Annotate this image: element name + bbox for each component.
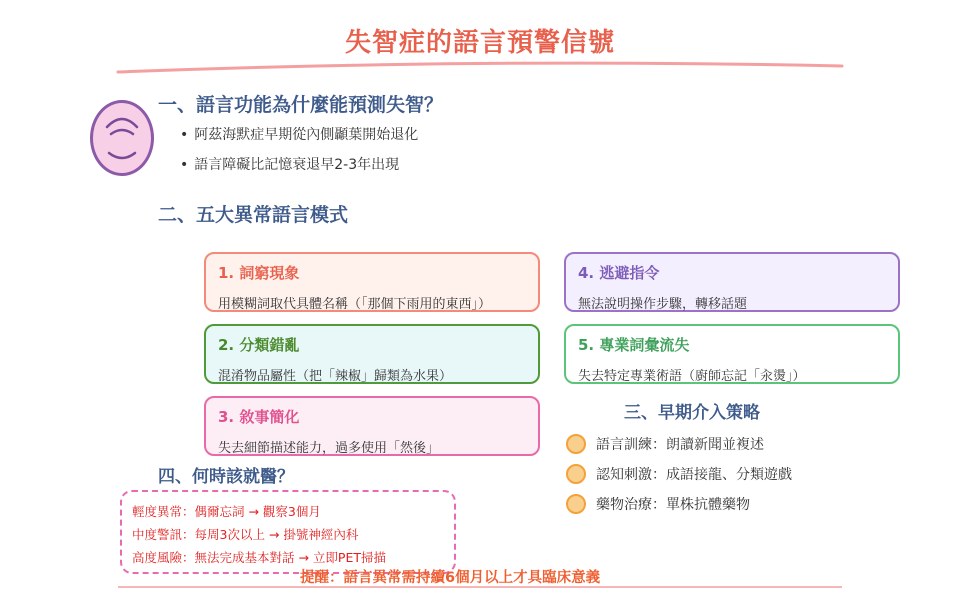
orange-circle-icon bbox=[566, 464, 586, 484]
severity-tier-high: 高度風險：無法完成基本對話 → 立即PET掃描 bbox=[132, 550, 386, 565]
section-heading-when-to-see-doctor: 四、何時該就醫？ bbox=[158, 467, 294, 487]
section-heading-intervention: 三、早期介入策略 bbox=[624, 403, 760, 423]
pattern-card-word-finding bbox=[204, 252, 540, 312]
strategy-item bbox=[566, 434, 764, 454]
bullet-item: • 語言障礙比記憶衰退早2-3年出現 bbox=[180, 154, 399, 174]
severity-tier-mild: 輕度異常：偶爾忘詞 → 觀察3個月 bbox=[132, 504, 321, 519]
pattern-card-desc: 失去特定專業術語（廚師忘記「汆燙」） bbox=[578, 369, 806, 384]
strategy-text: 語言訓練：朗讀新聞並複述 bbox=[596, 437, 764, 453]
pattern-card-title: 3. 敘事簡化 bbox=[218, 408, 300, 426]
pattern-card-categorization bbox=[204, 324, 540, 384]
pattern-card-desc: 用模糊詞取代具體名稱（「那個下雨用的東西」） bbox=[218, 297, 492, 312]
strategy-item bbox=[566, 494, 750, 514]
bottom-divider bbox=[0, 584, 960, 592]
strategy-text: 藥物治療：單株抗體藥物 bbox=[596, 497, 750, 513]
orange-circle-icon bbox=[566, 434, 586, 454]
section-heading-patterns: 二、五大異常語言模式 bbox=[158, 204, 349, 226]
pattern-card-title: 5. 專業詞彙流失 bbox=[578, 336, 690, 354]
strategy-item bbox=[566, 464, 792, 484]
page-title: 失智症的語言預警信號 bbox=[344, 28, 615, 58]
pattern-card-jargon-loss bbox=[564, 324, 900, 384]
orange-circle-icon bbox=[566, 494, 586, 514]
pattern-card-title: 2. 分類錯亂 bbox=[218, 336, 300, 354]
severity-tier-moderate: 中度警訊：每周3次以上 → 掛號神經內科 bbox=[132, 527, 359, 542]
pattern-card-desc: 混淆物品屬性（把「辣椒」歸類為水果） bbox=[218, 369, 453, 384]
pattern-card-desc: 失去細節描述能力，過多使用「然後」 bbox=[218, 441, 440, 456]
bullet-item: • 阿茲海默症早期從內側顳葉開始退化 bbox=[180, 124, 418, 144]
brain-icon bbox=[90, 100, 154, 176]
reminder-note: 提醒：語言異常需持續6個月以上才具臨床意義 bbox=[300, 570, 601, 586]
pattern-card-narrative bbox=[204, 396, 540, 456]
pattern-card-title: 4. 逃避指令 bbox=[578, 264, 660, 282]
pattern-card-desc: 無法說明操作步驟，轉移話題 bbox=[578, 297, 748, 312]
title-underline bbox=[0, 58, 960, 78]
section-heading-why: 一、語言功能為什麼能預測失智？ bbox=[158, 94, 444, 116]
strategy-text: 認知刺激：成語接龍、分類遊戲 bbox=[596, 467, 792, 483]
pattern-card-instruction-avoidance bbox=[564, 252, 900, 312]
pattern-card-title: 1. 詞窮現象 bbox=[218, 264, 300, 282]
